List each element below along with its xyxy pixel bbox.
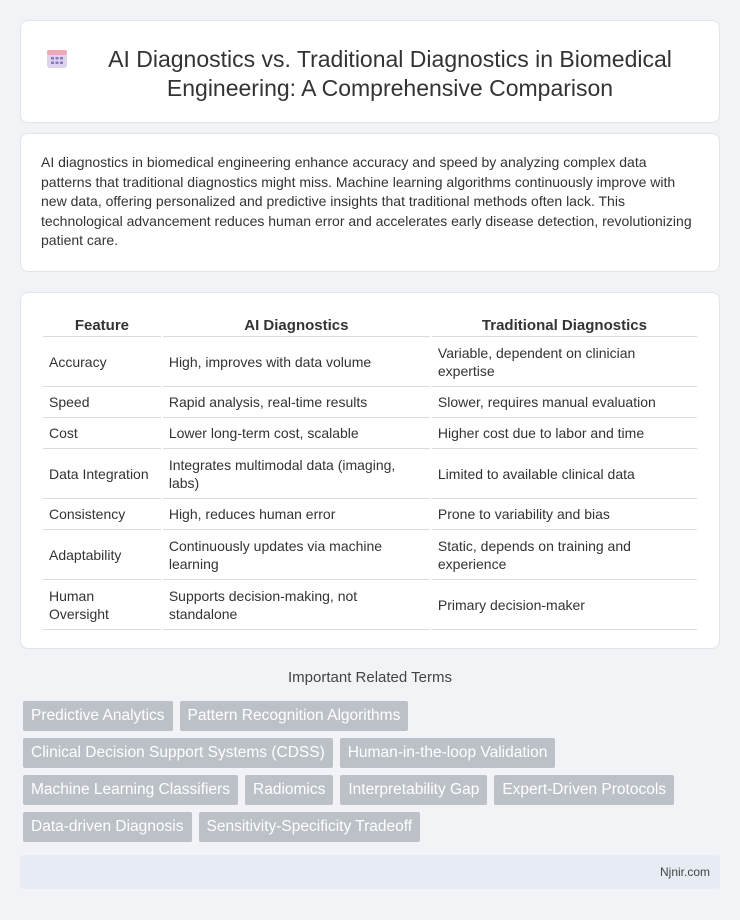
intro-card xyxy=(20,133,720,272)
footer xyxy=(20,855,720,889)
table-row xyxy=(43,337,697,387)
table-cell: Higher cost due to labor and time xyxy=(432,418,697,449)
table-cell: High, improves with data volume xyxy=(163,337,430,387)
title-card xyxy=(20,20,720,123)
table-cell: Static, depends on training and experience xyxy=(432,530,697,580)
table-cell: Variable, dependent on clinician expertise xyxy=(432,337,697,387)
related-term-tag[interactable]: Clinical Decision Support Systems (CDSS) xyxy=(23,738,333,768)
table-cell: Continuously updates via machine learning xyxy=(163,530,430,580)
table-cell: Human Oversight xyxy=(43,580,161,630)
table-cell: Prone to variability and bias xyxy=(432,499,697,530)
related-term-tag[interactable]: Human-in-the-loop Validation xyxy=(340,738,556,768)
table-cell: Consistency xyxy=(43,499,161,530)
tag-row xyxy=(23,775,713,805)
comparison-table xyxy=(41,315,699,630)
table-cell: Slower, requires manual evaluation xyxy=(432,387,697,418)
related-term-tag[interactable]: Predictive Analytics xyxy=(23,701,173,731)
table-row xyxy=(43,530,697,580)
table-cell: Limited to available clinical data xyxy=(432,449,697,499)
table-row xyxy=(43,387,697,418)
table-cell: High, reduces human error xyxy=(163,499,430,530)
related-term-tag[interactable]: Sensitivity-Specificity Tradeoff xyxy=(199,812,421,842)
table-cell: Speed xyxy=(43,387,161,418)
related-term-tag[interactable]: Radiomics xyxy=(245,775,333,805)
tag-row xyxy=(23,738,713,768)
comparison-table-card xyxy=(20,292,720,649)
related-term-tag[interactable]: Machine Learning Classifiers xyxy=(23,775,238,805)
table-cell: Rapid analysis, real-time results xyxy=(163,387,430,418)
table-cell: Adaptability xyxy=(43,530,161,580)
tag-row xyxy=(23,701,713,731)
table-row xyxy=(43,418,697,449)
footer-site-link[interactable]: Njnir.com xyxy=(659,865,710,879)
table-cell: Primary decision-maker xyxy=(432,580,697,630)
related-terms-heading: Important Related Terms xyxy=(288,669,452,686)
table-cell: Supports decision-making, not standalone xyxy=(163,580,430,630)
table-cell: Accuracy xyxy=(43,337,161,387)
table-cell: Integrates multimodal data (imaging, labs) xyxy=(163,449,430,499)
table-row xyxy=(43,449,697,499)
table-row xyxy=(43,499,697,530)
page-title: AI Diagnostics vs. Traditional Diagnostics in Biomedical Engineering: A Comprehensive Comparison xyxy=(108,46,672,101)
column-header: Feature xyxy=(43,315,161,337)
table-cell: Lower long-term cost, scalable xyxy=(163,418,430,449)
related-term-tag[interactable]: Expert-Driven Protocols xyxy=(494,775,674,805)
table-row xyxy=(43,580,697,630)
column-header: Traditional Diagnostics xyxy=(432,315,697,337)
related-term-tag[interactable]: Pattern Recognition Algorithms xyxy=(180,701,409,731)
table-cell: Cost xyxy=(43,418,161,449)
table-cell: Data Integration xyxy=(43,449,161,499)
related-term-tag[interactable]: Data-driven Diagnosis xyxy=(23,812,192,842)
related-terms-list xyxy=(23,701,713,849)
column-header: AI Diagnostics xyxy=(163,315,430,337)
tag-row xyxy=(23,812,713,842)
related-term-tag[interactable]: Interpretability Gap xyxy=(340,775,487,805)
intro-paragraph: AI diagnostics in biomedical engineering enhance accuracy and speed by analyzing complex data patterns that traditional diagnostics might miss. Machine learning algorithms continuously improve with new data, offering personalized and predictive insights that traditional methods often lack. This technological advancement reduces human error and accelerates early disease detection, revolutionizing patient care. xyxy=(41,154,692,248)
